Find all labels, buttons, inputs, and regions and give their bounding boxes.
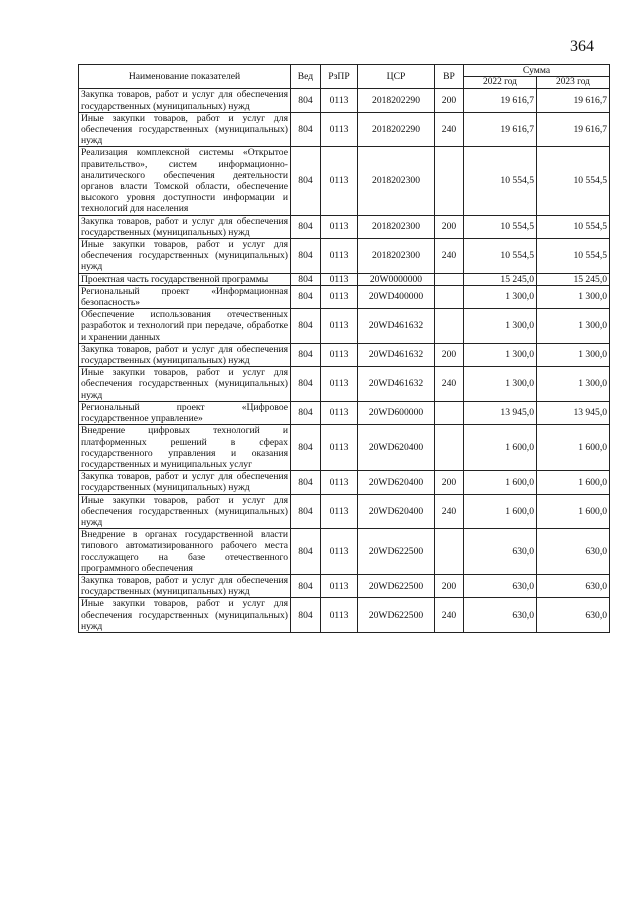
row-sum-2022-cell: 1 600,0 <box>464 425 537 471</box>
row-vr-cell <box>435 425 464 471</box>
row-rzpr-cell: 0113 <box>321 367 358 402</box>
row-vr-cell <box>435 529 464 575</box>
table-row <box>79 343 610 366</box>
row-vr-cell: 240 <box>435 367 464 402</box>
row-name-cell: Внедрение цифровых технологий и платформенных решений в сферах государственного управления и оказания государственных и муниципальных услуг <box>79 425 291 471</box>
row-rzpr-cell: 0113 <box>321 215 358 238</box>
row-csr-cell: 20W0000000 <box>358 273 435 285</box>
row-sum-2023-cell: 1 600,0 <box>537 494 610 529</box>
col-csr-header: ЦСР <box>358 65 435 89</box>
row-sum-2023-cell: 1 300,0 <box>537 367 610 402</box>
row-ved-cell: 804 <box>291 401 321 424</box>
row-vr-cell <box>435 401 464 424</box>
row-sum-2022-cell: 630,0 <box>464 598 537 633</box>
col-year-2023-header: 2023 год <box>537 77 610 89</box>
row-name-cell: Внедрение в органах государственной власти типового автоматизированного рабочего места госслужащего на базе отечественного программного обеспечения <box>79 529 291 575</box>
row-rzpr-cell: 0113 <box>321 112 358 147</box>
row-rzpr-cell: 0113 <box>321 494 358 529</box>
col-sum-header: Сумма <box>464 65 610 77</box>
row-name-cell: Иные закупки товаров, работ и услуг для обеспечения государственных (муниципальных) нужд <box>79 112 291 147</box>
row-sum-2022-cell: 10 554,5 <box>464 215 537 238</box>
col-vr-header: ВР <box>435 65 464 89</box>
row-vr-cell: 200 <box>435 89 464 112</box>
page-number: 364 <box>570 38 594 55</box>
row-rzpr-cell: 0113 <box>321 89 358 112</box>
table-row <box>79 89 610 112</box>
row-csr-cell: 20WD461632 <box>358 367 435 402</box>
row-sum-2023-cell: 13 945,0 <box>537 401 610 424</box>
row-sum-2022-cell: 13 945,0 <box>464 401 537 424</box>
row-rzpr-cell: 0113 <box>321 309 358 344</box>
row-name-cell: Закупка товаров, работ и услуг для обеспечения государственных (муниципальных) нужд <box>79 343 291 366</box>
row-name-cell: Проектная часть государственной программы <box>79 273 291 285</box>
row-csr-cell: 20WD600000 <box>358 401 435 424</box>
row-csr-cell: 20WD622500 <box>358 574 435 597</box>
row-rzpr-cell: 0113 <box>321 598 358 633</box>
row-rzpr-cell: 0113 <box>321 343 358 366</box>
row-ved-cell: 804 <box>291 309 321 344</box>
table-header <box>79 65 610 89</box>
row-sum-2023-cell: 19 616,7 <box>537 112 610 147</box>
row-sum-2022-cell: 1 600,0 <box>464 471 537 494</box>
row-csr-cell: 2018202300 <box>358 215 435 238</box>
row-vr-cell <box>435 147 464 215</box>
row-name-cell: Иные закупки товаров, работ и услуг для обеспечения государственных (муниципальных) нужд <box>79 494 291 529</box>
table-row <box>79 598 610 633</box>
row-rzpr-cell: 0113 <box>321 471 358 494</box>
table-row <box>79 215 610 238</box>
col-name-header: Наименование показателей <box>79 65 291 89</box>
row-ved-cell: 804 <box>291 425 321 471</box>
row-csr-cell: 2018202300 <box>358 239 435 274</box>
row-sum-2022-cell: 1 600,0 <box>464 494 537 529</box>
table-row <box>79 147 610 215</box>
table-row <box>79 574 610 597</box>
row-ved-cell: 804 <box>291 285 321 308</box>
table-row <box>79 401 610 424</box>
row-rzpr-cell: 0113 <box>321 401 358 424</box>
row-csr-cell: 2018202290 <box>358 89 435 112</box>
row-ved-cell: 804 <box>291 112 321 147</box>
row-sum-2022-cell: 19 616,7 <box>464 112 537 147</box>
row-name-cell: Закупка товаров, работ и услуг для обеспечения государственных (муниципальных) нужд <box>79 471 291 494</box>
row-vr-cell: 200 <box>435 343 464 366</box>
row-name-cell: Закупка товаров, работ и услуг для обеспечения государственных (муниципальных) нужд <box>79 89 291 112</box>
row-sum-2023-cell: 630,0 <box>537 598 610 633</box>
row-sum-2023-cell: 1 300,0 <box>537 285 610 308</box>
row-vr-cell <box>435 273 464 285</box>
row-csr-cell: 20WD400000 <box>358 285 435 308</box>
row-csr-cell: 20WD620400 <box>358 425 435 471</box>
col-ved-header: Вед <box>291 65 321 89</box>
row-sum-2022-cell: 630,0 <box>464 574 537 597</box>
table-row <box>79 309 610 344</box>
row-vr-cell: 200 <box>435 215 464 238</box>
row-sum-2022-cell: 15 245,0 <box>464 273 537 285</box>
row-sum-2022-cell: 10 554,5 <box>464 239 537 274</box>
table-row <box>79 529 610 575</box>
row-ved-cell: 804 <box>291 273 321 285</box>
row-vr-cell <box>435 285 464 308</box>
row-ved-cell: 804 <box>291 147 321 215</box>
row-csr-cell: 20WD620400 <box>358 471 435 494</box>
row-sum-2022-cell: 1 300,0 <box>464 343 537 366</box>
row-name-cell: Иные закупки товаров, работ и услуг для обеспечения государственных (муниципальных) нужд <box>79 239 291 274</box>
row-csr-cell: 20WD622500 <box>358 529 435 575</box>
row-sum-2023-cell: 1 300,0 <box>537 309 610 344</box>
row-ved-cell: 804 <box>291 598 321 633</box>
table-row <box>79 367 610 402</box>
row-name-cell: Иные закупки товаров, работ и услуг для обеспечения государственных (муниципальных) нужд <box>79 598 291 633</box>
row-ved-cell: 804 <box>291 343 321 366</box>
row-csr-cell: 20WD622500 <box>358 598 435 633</box>
row-name-cell: Реализация комплексной системы «Открытое правительство», систем информационно-аналитического обеспечения деятельности органов власти Томской области, обеспечение высокого уровня доступности информации и технологий для населения <box>79 147 291 215</box>
table-row <box>79 285 610 308</box>
row-csr-cell: 20WD461632 <box>358 343 435 366</box>
table-body <box>79 89 610 633</box>
row-ved-cell: 804 <box>291 367 321 402</box>
row-vr-cell: 200 <box>435 471 464 494</box>
table-row <box>79 239 610 274</box>
row-vr-cell <box>435 309 464 344</box>
row-ved-cell: 804 <box>291 471 321 494</box>
row-ved-cell: 804 <box>291 529 321 575</box>
table-row <box>79 471 610 494</box>
row-sum-2023-cell: 1 300,0 <box>537 343 610 366</box>
row-sum-2022-cell: 1 300,0 <box>464 309 537 344</box>
row-name-cell: Закупка товаров, работ и услуг для обеспечения государственных (муниципальных) нужд <box>79 215 291 238</box>
table-row <box>79 425 610 471</box>
row-sum-2023-cell: 15 245,0 <box>537 273 610 285</box>
row-vr-cell: 240 <box>435 112 464 147</box>
row-csr-cell: 20WD461632 <box>358 309 435 344</box>
row-sum-2023-cell: 10 554,5 <box>537 147 610 215</box>
table-row <box>79 494 610 529</box>
row-rzpr-cell: 0113 <box>321 574 358 597</box>
row-sum-2022-cell: 630,0 <box>464 529 537 575</box>
row-vr-cell: 240 <box>435 494 464 529</box>
row-name-cell: Региональный проект «Цифровое государственное управление» <box>79 401 291 424</box>
row-sum-2023-cell: 1 600,0 <box>537 471 610 494</box>
row-sum-2023-cell: 1 600,0 <box>537 425 610 471</box>
row-rzpr-cell: 0113 <box>321 285 358 308</box>
row-ved-cell: 804 <box>291 89 321 112</box>
row-vr-cell: 200 <box>435 574 464 597</box>
row-csr-cell: 2018202300 <box>358 147 435 215</box>
row-ved-cell: 804 <box>291 494 321 529</box>
table-row <box>79 112 610 147</box>
row-name-cell: Закупка товаров, работ и услуг для обеспечения государственных (муниципальных) нужд <box>79 574 291 597</box>
row-sum-2022-cell: 1 300,0 <box>464 285 537 308</box>
row-csr-cell: 20WD620400 <box>358 494 435 529</box>
row-vr-cell: 240 <box>435 598 464 633</box>
budget-table <box>78 64 610 633</box>
row-rzpr-cell: 0113 <box>321 529 358 575</box>
table-row <box>79 273 610 285</box>
row-sum-2022-cell: 10 554,5 <box>464 147 537 215</box>
row-csr-cell: 2018202290 <box>358 112 435 147</box>
row-sum-2023-cell: 630,0 <box>537 529 610 575</box>
row-name-cell: Иные закупки товаров, работ и услуг для обеспечения государственных (муниципальных) нужд <box>79 367 291 402</box>
row-name-cell: Региональный проект «Информационная безопасность» <box>79 285 291 308</box>
row-sum-2023-cell: 10 554,5 <box>537 239 610 274</box>
row-rzpr-cell: 0113 <box>321 239 358 274</box>
row-ved-cell: 804 <box>291 239 321 274</box>
row-sum-2023-cell: 10 554,5 <box>537 215 610 238</box>
col-year-2022-header: 2022 год <box>464 77 537 89</box>
row-rzpr-cell: 0113 <box>321 425 358 471</box>
row-sum-2023-cell: 630,0 <box>537 574 610 597</box>
row-sum-2022-cell: 1 300,0 <box>464 367 537 402</box>
row-rzpr-cell: 0113 <box>321 273 358 285</box>
row-ved-cell: 804 <box>291 215 321 238</box>
row-rzpr-cell: 0113 <box>321 147 358 215</box>
col-rzpr-header: РзПР <box>321 65 358 89</box>
row-vr-cell: 240 <box>435 239 464 274</box>
row-ved-cell: 804 <box>291 574 321 597</box>
row-name-cell: Обеспечение использования отечественных разработок и технологий при передаче, обработке и хранении данных <box>79 309 291 344</box>
row-sum-2023-cell: 19 616,7 <box>537 89 610 112</box>
row-sum-2022-cell: 19 616,7 <box>464 89 537 112</box>
